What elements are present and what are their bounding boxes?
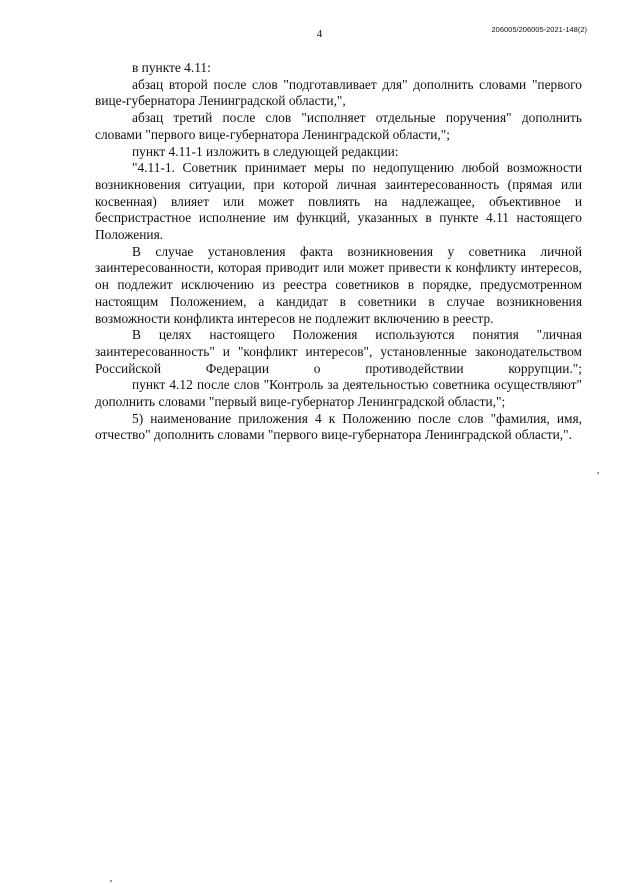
paragraph-definitions: В целях настоящего Положения используются понятия "личная заинтересованность" и "конфликт интересов", установленные законодательством Российской Федерации о противодействии коррупции."; [95,327,582,376]
scan-speck [110,880,112,882]
document-body [95,60,582,444]
paragraph-conflict-of-interest: В случае установления факта возникновения у советника личной заинтересованности, которая приводит или может привести к конфликту интересов, он подлежит исключению из реестра советников в порядке, предусмотренном настоящим Положением, а кандидат в советники в случае возникновения возможности конфликта интересов не подлежит включению в реестр. [95,243,582,326]
paragraph-item-4-11-1-intro: пункт 4.11-1 изложить в следующей редакции: [132,143,399,159]
paragraph-appendix-4-title: 5) наименование приложения 4 к Положению после слов "фамилия, имя, отчество" дополнить словами "первого вице-губернатора Ленинградской области,". [95,410,582,443]
scan-speck [597,472,599,474]
document-id: 206005/206005-2021-148(2) [491,25,587,34]
page-number: 4 [316,28,323,40]
paragraph-4-11-1-text: "4.11-1. Советник принимает меры по недопущению любой возможности возникновения ситуации, при которой личная заинтересованность (прямая или косвенная) влияет или может повлиять на надлежащее, объективное и беспристрастное исполнение им функций, указанных в пункте 4.11 настоящего Положения. [95,160,582,243]
paragraph-item-4-11: в пункте 4.11: [132,60,211,75]
paragraph-abzac-vtoroy: абзац второй после слов "подготавливает для" дополнить словами "первого вице-губернатора Ленинградской области,", [95,76,582,109]
paragraph-abzac-tretiy: абзац третий после слов "исполняет отдельные поручения" дополнить словами "первого вице-губернатора Ленинградской области,"; [95,110,582,142]
paragraph-item-4-12: пункт 4.12 после слов "Контроль за деятельностью советника осуществляют" дополнить словами "первый вице-губернатор Ленинградской области,"; [95,377,582,410]
